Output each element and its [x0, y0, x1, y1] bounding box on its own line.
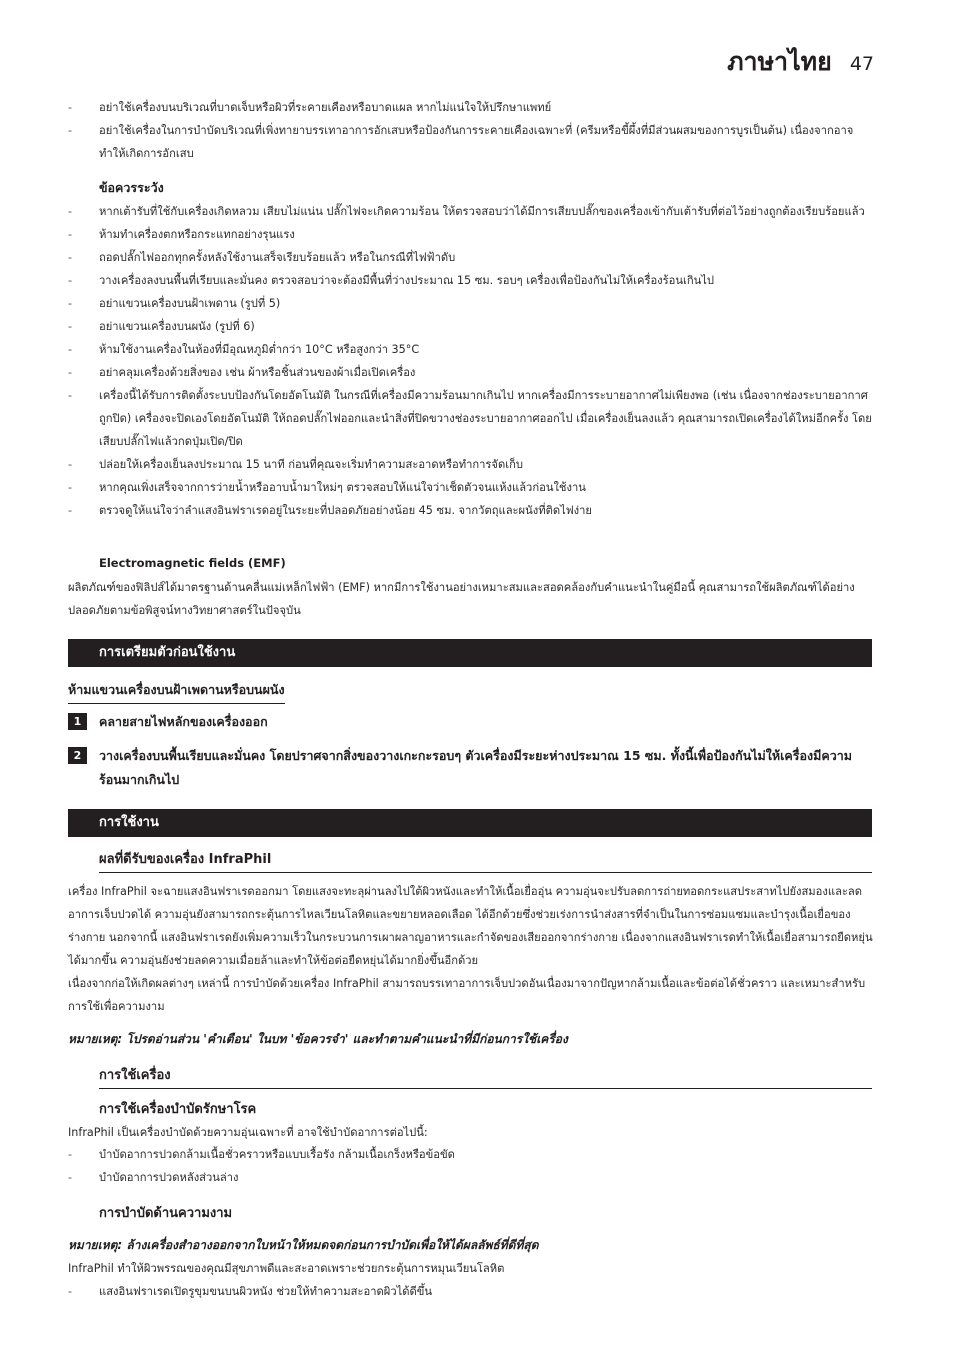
step-text: คลายสายไฟหลักของเครื่องออก — [99, 714, 268, 729]
step-number: 1 — [68, 713, 87, 730]
list-item: - อย่าแขวนเครื่องบนฝ้าเพดาน (รูปที่ 5) — [68, 292, 874, 315]
effects-heading: ผลที่ดีรับของเครื่อง InfraPhil — [99, 848, 872, 873]
step-text: วางเครื่องบนพื้นเรียบและมั่นคง โดยปราศจากสิ่งของวางเกะกะรอบๆ ตัวเครื่องมีระยะห่างประมาณ 15 ซม. ทั้งนี้เพื่อป้องกันไม่ให้เครื่องมีความร้อนมากเกินไป — [99, 748, 852, 787]
list-item: - ถอดปลั๊กไฟออกทุกครั้งหลังใช้งานเสร็จเรียบร้อยแล้ว หรือในกรณีที่ไฟฟ้าดับ — [68, 246, 874, 269]
beauty-intro: InfraPhil ทำให้ผิวพรรณของคุณมีสุขภาพดีและสะอาดเพราะช่วยกระตุ้นการหมุนเวียนโลหิต — [68, 1262, 505, 1275]
using-heading: การใช้เครื่อง — [99, 1064, 872, 1089]
list-item: - บำบัดอาการปวดกล้ามเนื้อชั่วคราวหรือแบบเรื้อรัง กล้ามเนื้อเกร็งหรือข้อขัด — [68, 1143, 874, 1166]
list-item: - ห้ามทำเครื่องตกหรือกระแทกอย่างรุนแรง — [68, 223, 874, 246]
list-item: - อย่าคลุมเครื่องด้วยสิ่งของ เช่น ผ้าหรือชิ้นส่วนของผ้าเมื่อเปิดเครื่อง — [68, 361, 874, 384]
note-makeup: หมายเหตุ: ล้างเครื่องสำอางออกจากใบหน้าให้หมดจดก่อนการบำบัดเพื่อให้ได้ผลลัพธ์ที่ดีที่สุด — [68, 1238, 539, 1252]
list-item: - อย่าใช้เครื่องบนบริเวณที่บาดเจ็บหรือผิวที่ระคายเคืองหรือบาดแผล หากไม่แน่ใจให้ปรึกษาแพทย์ — [68, 96, 874, 119]
effects-paragraph-1: เครื่อง InfraPhil จะฉายแสงอินฟราเรดออกมา โดยแสงจะทะลุผ่านลงไปใต้ผิวหนังและทำให้เนื้อเยื่ออุ่น ความอุ่นจะปรับลดการถ่ายทอดกระแสประสาทไปยังสมองและลดอาการเจ็บปวดได้ ความอุ่นยังสามารถกระตุ้นการไหลเวียนโลหิตและขยายหลอดเลือด ได้อีกด้วยซึ่งช่วยเร่งการนำส่งสารที่จำเป็นในการซ่อมแซมและบำรุงเนื้อเยื่อของร่างกาย นอกจากนี้ แสงอินฟราเรดยังเพิ่มความเร็วในกระบวนการเผาผลาญอาหารและกำจัดของเสียออกจากร่างกาย เนื่องจากแสงอินฟราเรดทำให้เนื้อเยื่อสามารถยืดหยุ่นได้มากขึ้น ความอุ่นยังช่วยลดความเมื่อยล้าและทำให้ข้อต่อยืดหยุ่นได้มากยิ่งขึ้นอีกด้วย — [68, 885, 873, 967]
beauty-heading: การบำบัดด้านความงาม — [99, 1206, 233, 1221]
effects-paragraph-2: เนื่องจากก่อให้เกิดผลต่างๆ เหล่านี้ การบำบัดด้วยเครื่อง InfraPhil สามารถบรรเทาอาการเจ็บปวดอันเนื่องมาจากปัญหากล้ามเนื้อและข้อต่อได้ชั่วคราว และเหมาะสำหรับการใช้เพื่อความงาม — [68, 977, 866, 1013]
step-1 — [68, 710, 874, 734]
step-2 — [68, 744, 874, 792]
list-item: - ปล่อยให้เครื่องเย็นลงประมาณ 15 นาที ก่อนที่คุณจะเริ่มทำความสะอาดหรือทำการจัดเก็บ — [68, 453, 874, 476]
emf-text: ผลิตภัณฑ์ของฟิลิปส์ได้มาตรฐานด้านคลื่นแม่เหล็กไฟฟ้า (EMF) หากมีการใช้งานอย่างเหมาะสมและสอดคล้องกับคำแนะนำในคู่มือนี้ คุณสามารถใช้ผลิตภัณฑ์ได้อย่างปลอดภัยตามข้อพิสูจน์ทางวิทยาศาสตร์ในปัจจุบัน — [68, 581, 855, 617]
list-item: - เครื่องนี้ได้รับการติดตั้งระบบป้องกันโดยอัตโนมัติ ในกรณีที่เครื่องมีความร้อนมากเกินไป หากเครื่องมีการระบายอากาศไม่เพียงพอ (เช่น เนื่องจากช่องระบายอากาศถูกปิด) เครื่องจะปิดเองโดยอัตโนมัติ ให้ถอดปลั๊กไฟออกและนำสิ่งที่ปิดขวางช่องระบายอากาศออกไป เมื่อเครื่องเย็นลงแล้ว คุณสามารถเปิดเครื่องได้ใหม่อีกครั้ง โดยเสียบปลั๊กไฟแล้วกดปุ่มเปิด/ปิด — [68, 384, 874, 453]
emf-heading: Electromagnetic fields (EMF) — [99, 556, 286, 570]
list-item: - ตรวจดูให้แน่ใจว่าลำแสงอินฟราเรดอยู่ในระยะที่ปลอดภัยอย่างน้อย 45 ซม. จากวัตถุและผนังที่ติดไฟง่าย — [68, 499, 874, 522]
list-item: - บำบัดอาการปวดหลังส่วนล่าง — [68, 1166, 874, 1189]
list-item: - อย่าใช้เครื่องในการบำบัดบริเวณที่เพิ่งทายาบรรเทาอาการอักเสบหรือป้องกันการระคายเคืองเฉพาะที่ (ครีมหรือขี้ผึ้งที่มีส่วนผสมของการบูรเป็นต้น) เนื่องจากอาจทำให้เกิดการอักเสบ — [68, 119, 874, 165]
therapy-list — [68, 1143, 874, 1189]
therapy-intro: InfraPhil เป็นเครื่องบำบัดด้วยความอุ่นเฉพาะที่ อาจใช้บำบัดอาการต่อไปนี้: — [68, 1126, 428, 1139]
note-warnings: หมายเหตุ: โปรดอ่านส่วน 'คำเตือน' ในบท 'ข้อควรจำ' และทำตามคำแนะนำที่มีก่อนการใช้เครื่อง — [68, 1032, 568, 1046]
language-title: ภาษาไทย — [727, 47, 832, 76]
top-warning-list — [68, 96, 874, 165]
beauty-list — [68, 1280, 874, 1303]
section-bar-preparation: การเตรียมตัวก่อนใช้งาน — [68, 639, 872, 667]
prep-subheading: ห้ามแขวนเครื่องบนฝ้าเพดานหรือบนผนัง — [68, 680, 285, 704]
therapy-heading: การใช้เครื่องบำบัดรักษาโรค — [99, 1102, 257, 1117]
step-number: 2 — [68, 747, 87, 764]
page-header — [727, 42, 874, 82]
caution-heading: ข้อควรระวัง — [99, 180, 164, 195]
list-item: - ห้ามใช้งานเครื่องในห้องที่มีอุณหภูมิต่ำกว่า 10°C หรือสูงกว่า 35°C — [68, 338, 874, 361]
list-item: - หากคุณเพิ่งเสร็จจากการว่ายน้ำหรืออาบน้ำมาใหม่ๆ ตรวจสอบให้แน่ใจว่าเช็ดตัวจนแห้งแล้วก่อนใช้งาน — [68, 476, 874, 499]
caution-list — [68, 200, 874, 522]
list-item: - อย่าแขวนเครื่องบนผนัง (รูปที่ 6) — [68, 315, 874, 338]
list-item: - หากเต้ารับที่ใช้กับเครื่องเกิดหลวม เสียบไม่แน่น ปลั๊กไฟจะเกิดความร้อน ให้ตรวจสอบว่าได้มีการเสียบปลั๊กของเครื่องเข้ากับเต้ารับที่ต่อไว้อย่างถูกต้องเรียบร้อยแล้ว — [68, 200, 874, 223]
section-bar-usage: การใช้งาน — [68, 809, 872, 837]
page-number: 47 — [849, 53, 874, 75]
list-item: - แสงอินฟราเรดเปิดรูขุมขนบนผิวหนัง ช่วยให้ทำความสะอาดผิวได้ดีขึ้น — [68, 1280, 874, 1303]
list-item: - วางเครื่องลงบนพื้นที่เรียบและมั่นคง ตรวจสอบว่าจะต้องมีพื้นที่ว่างประมาณ 15 ซม. รอบๆ เครื่องเพื่อป้องกันไม่ให้เครื่องร้อนเกินไป — [68, 269, 874, 292]
